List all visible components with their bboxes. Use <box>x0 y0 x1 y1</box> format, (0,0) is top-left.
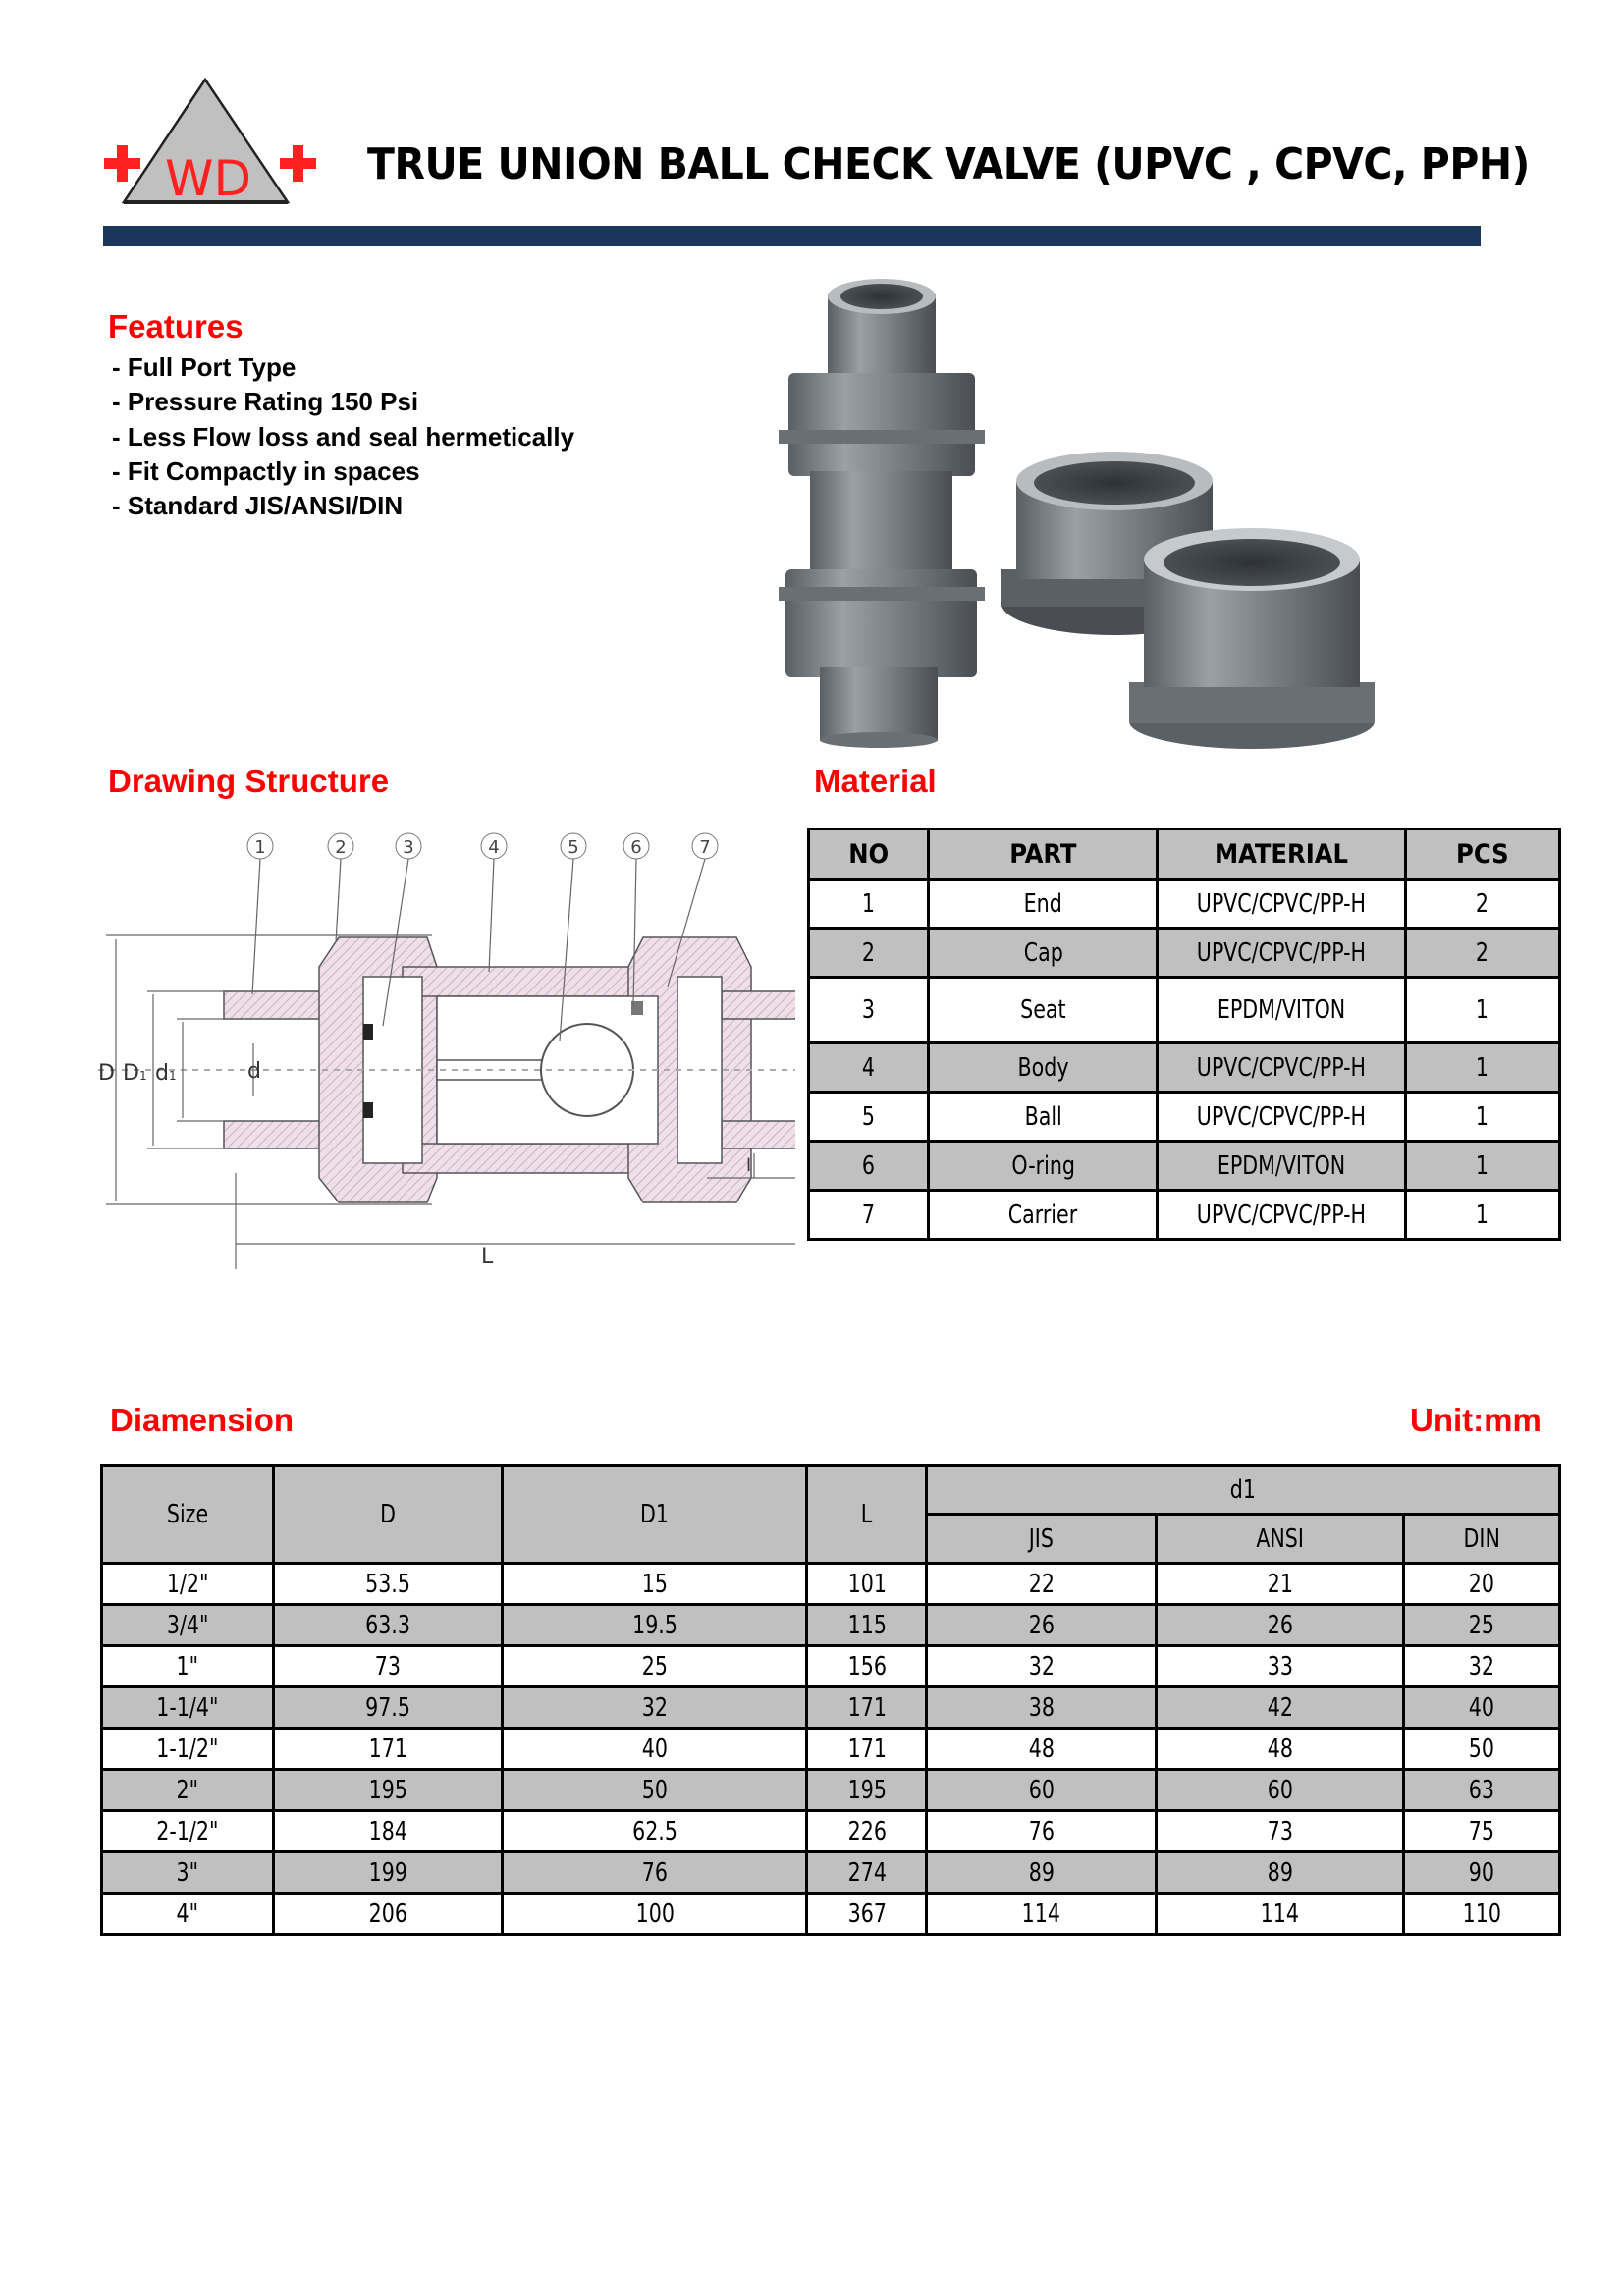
callout-2 <box>328 833 353 859</box>
dim-cell-size: 1-1/4" <box>102 1687 274 1729</box>
dim-col-D1: D1 <box>503 1466 807 1564</box>
material-row <box>809 1191 1560 1240</box>
dim-col-d1: d1 <box>927 1466 1560 1515</box>
material-cell-material: UPVC/CPVC/PP-H <box>1158 1043 1405 1093</box>
features-list <box>112 350 574 523</box>
dim-cell-L: 101 <box>807 1564 927 1605</box>
dimension-row <box>102 1687 1560 1729</box>
material-cell-part: End <box>929 880 1158 929</box>
drawing-structure-heading: Drawing Structure <box>108 763 390 799</box>
material-cell-no: 7 <box>809 1191 929 1240</box>
dim-cell-D1: 40 <box>503 1729 807 1770</box>
dim-cell-size: 1/2" <box>102 1564 274 1605</box>
material-row <box>809 978 1560 1043</box>
dim-cell-din: 50 <box>1404 1729 1560 1770</box>
material-cell-no: 6 <box>809 1142 929 1191</box>
dim-cell-L: 156 <box>807 1646 927 1687</box>
material-cell-pcs: 1 <box>1405 1043 1559 1093</box>
feature-item: - Fit Compactly in spaces <box>112 455 420 486</box>
material-cell-pcs: 1 <box>1405 1093 1559 1142</box>
dim-cell-L: 115 <box>807 1605 927 1646</box>
logo-text: WD <box>165 150 251 207</box>
dim-cell-ansi: 60 <box>1156 1770 1403 1811</box>
dim-cell-jis: 76 <box>927 1811 1157 1852</box>
dim-cell-ansi: 48 <box>1156 1729 1403 1770</box>
dim-cell-D1: 25 <box>503 1646 807 1687</box>
svg-text:5: 5 <box>568 837 579 858</box>
page-title: TRUE UNION BALL CHECK VALVE (UPVC , CPVC, PPH) <box>367 139 1530 189</box>
dim-cell-jis: 26 <box>927 1605 1157 1646</box>
callout-4 <box>481 833 507 859</box>
product-photo <box>771 275 1384 751</box>
dim-cell-L: 171 <box>807 1687 927 1729</box>
dim-cell-jis: 114 <box>927 1894 1157 1935</box>
dim-cell-D: 97.5 <box>273 1687 503 1729</box>
dim-cell-L: 367 <box>807 1894 927 1935</box>
dim-cell-D: 171 <box>273 1729 503 1770</box>
dim-col-L: L <box>807 1466 927 1564</box>
dim-cell-jis: 38 <box>927 1687 1157 1729</box>
material-col-no: NO <box>809 829 929 880</box>
dim-cell-D1: 15 <box>503 1564 807 1605</box>
dim-cell-D1: 100 <box>503 1894 807 1935</box>
dim-cell-din: 75 <box>1404 1811 1560 1852</box>
dim-col-ansi: ANSI <box>1156 1515 1403 1564</box>
dim-cell-D: 195 <box>273 1770 503 1811</box>
features-heading: Features <box>108 308 244 345</box>
dim-cell-jis: 60 <box>927 1770 1157 1811</box>
callout-7 <box>692 833 718 859</box>
title-divider-bar <box>103 226 1481 246</box>
dim-label-d: d <box>247 1059 261 1084</box>
dim-cell-D1: 19.5 <box>503 1605 807 1646</box>
callout-5 <box>561 833 586 859</box>
feature-item: - Less Flow loss and seal hermetically <box>112 421 575 452</box>
dim-cell-jis: 89 <box>927 1852 1157 1894</box>
dim-cell-D1: 62.5 <box>503 1811 807 1852</box>
dim-cell-D1: 76 <box>503 1852 807 1894</box>
material-cell-no: 5 <box>809 1093 929 1142</box>
material-cell-part: Ball <box>929 1093 1158 1142</box>
material-cell-no: 3 <box>809 978 929 1043</box>
dim-cell-jis: 32 <box>927 1646 1157 1687</box>
dimension-row <box>102 1646 1560 1687</box>
material-cell-part: Seat <box>929 978 1158 1043</box>
dimension-row <box>102 1605 1560 1646</box>
material-col-material: MATERIAL <box>1158 829 1405 880</box>
dim-cell-D: 53.5 <box>273 1564 503 1605</box>
material-cell-material: UPVC/CPVC/PP-H <box>1158 1191 1405 1240</box>
dim-cell-L: 195 <box>807 1770 927 1811</box>
dim-cell-size: 1" <box>102 1646 274 1687</box>
material-cell-no: 2 <box>809 929 929 978</box>
svg-text:2: 2 <box>335 837 347 858</box>
dimension-table <box>100 1464 1561 1936</box>
valve-body-photo <box>779 279 985 748</box>
material-row <box>809 1142 1560 1191</box>
dim-cell-D: 73 <box>273 1646 503 1687</box>
dim-cell-D: 63.3 <box>273 1605 503 1646</box>
unit-label: Unit:mm <box>1410 1402 1542 1438</box>
seat-left-bottom <box>363 1102 373 1118</box>
material-cell-material: UPVC/CPVC/PP-H <box>1158 880 1405 929</box>
dim-cell-din: 63 <box>1404 1770 1560 1811</box>
svg-text:7: 7 <box>699 837 711 858</box>
dim-col-size: Size <box>102 1466 274 1564</box>
dim-label-D1: D1 <box>123 1061 147 1086</box>
dim-cell-jis: 48 <box>927 1729 1157 1770</box>
material-cell-part: Body <box>929 1043 1158 1093</box>
dimension-row <box>102 1770 1560 1811</box>
dim-cell-ansi: 33 <box>1156 1646 1403 1687</box>
dimension-header-row <box>102 1466 1560 1515</box>
feature-item: - Standard JIS/ANSI/DIN <box>112 491 404 521</box>
dim-cell-D1: 50 <box>503 1770 807 1811</box>
material-cell-pcs: 1 <box>1405 1191 1559 1240</box>
material-cell-material: EPDM/VITON <box>1158 1142 1405 1191</box>
dim-cell-L: 226 <box>807 1811 927 1852</box>
dim-cell-L: 171 <box>807 1729 927 1770</box>
dimension-row <box>102 1894 1560 1935</box>
material-heading: Material <box>814 763 937 799</box>
dim-cell-size: 3/4" <box>102 1605 274 1646</box>
dim-label-l: l <box>746 1155 752 1176</box>
dim-cell-size: 4" <box>102 1894 274 1935</box>
dim-cell-size: 2-1/2" <box>102 1811 274 1852</box>
dim-col-din: DIN <box>1404 1515 1560 1564</box>
dim-cell-ansi: 89 <box>1156 1852 1403 1894</box>
material-col-pcs: PCS <box>1405 829 1559 880</box>
material-cell-pcs: 2 <box>1405 880 1559 929</box>
dim-cell-din: 20 <box>1404 1564 1560 1605</box>
dim-cell-ansi: 21 <box>1156 1564 1403 1605</box>
dim-cell-D: 184 <box>273 1811 503 1852</box>
dim-cell-L: 274 <box>807 1852 927 1894</box>
drawing-structure-diagram <box>98 820 795 1271</box>
dim-col-D: D <box>273 1466 503 1564</box>
dimension-heading: Diamension <box>110 1402 295 1438</box>
material-cell-no: 4 <box>809 1043 929 1093</box>
seat-left-top <box>363 1024 373 1040</box>
material-row <box>809 880 1560 929</box>
company-logo <box>98 69 324 216</box>
dim-cell-ansi: 73 <box>1156 1811 1403 1852</box>
feature-item: - Full Port Type <box>112 352 297 382</box>
union-nut-photo-2 <box>1129 528 1375 749</box>
material-cell-pcs: 1 <box>1405 978 1559 1043</box>
dim-label-D: D <box>98 1061 115 1086</box>
callout-circles <box>247 833 718 859</box>
callout-3 <box>396 833 421 859</box>
dimension-row <box>102 1811 1560 1852</box>
material-row <box>809 1043 1560 1093</box>
dim-label-d1: d1 <box>155 1061 177 1086</box>
svg-text:4: 4 <box>488 837 500 858</box>
material-cell-pcs: 1 <box>1405 1142 1559 1191</box>
dim-cell-din: 90 <box>1404 1852 1560 1894</box>
material-cell-part: O-ring <box>929 1142 1158 1191</box>
svg-text:1: 1 <box>254 837 266 858</box>
material-col-part: PART <box>929 829 1158 880</box>
dim-cell-din: 32 <box>1404 1646 1560 1687</box>
dim-col-jis: JIS <box>927 1515 1157 1564</box>
material-table <box>807 828 1561 1241</box>
material-cell-no: 1 <box>809 880 929 929</box>
dim-cell-size: 1-1/2" <box>102 1729 274 1770</box>
dim-cell-ansi: 26 <box>1156 1605 1403 1646</box>
logo-plus-left <box>104 145 140 182</box>
callout-1 <box>247 833 273 859</box>
dim-cell-D1: 32 <box>503 1687 807 1729</box>
material-cell-part: Carrier <box>929 1191 1158 1240</box>
material-row <box>809 929 1560 978</box>
dimension-row <box>102 1852 1560 1894</box>
feature-item: - Pressure Rating 150 Psi <box>112 387 419 417</box>
dim-cell-D: 199 <box>273 1852 503 1894</box>
material-cell-part: Cap <box>929 929 1158 978</box>
dim-cell-jis: 22 <box>927 1564 1157 1605</box>
dim-cell-size: 3" <box>102 1852 274 1894</box>
svg-text:3: 3 <box>403 837 414 858</box>
material-cell-material: EPDM/VITON <box>1158 978 1405 1043</box>
dim-label-L: L <box>481 1245 494 1269</box>
material-cell-material: UPVC/CPVC/PP-H <box>1158 929 1405 978</box>
dim-cell-ansi: 42 <box>1156 1687 1403 1729</box>
dimension-row <box>102 1729 1560 1770</box>
logo-plus-right <box>280 145 316 182</box>
material-row <box>809 1093 1560 1142</box>
callout-6 <box>623 833 649 859</box>
material-header-row <box>809 829 1560 880</box>
dim-cell-D: 206 <box>273 1894 503 1935</box>
dim-cell-ansi: 114 <box>1156 1894 1403 1935</box>
dim-cell-din: 110 <box>1404 1894 1560 1935</box>
dim-cell-din: 40 <box>1404 1687 1560 1729</box>
dim-cell-size: 2" <box>102 1770 274 1811</box>
material-cell-material: UPVC/CPVC/PP-H <box>1158 1093 1405 1142</box>
dimension-row <box>102 1564 1560 1605</box>
svg-text:6: 6 <box>630 837 642 858</box>
material-cell-pcs: 2 <box>1405 929 1559 978</box>
dim-cell-din: 25 <box>1404 1605 1560 1646</box>
